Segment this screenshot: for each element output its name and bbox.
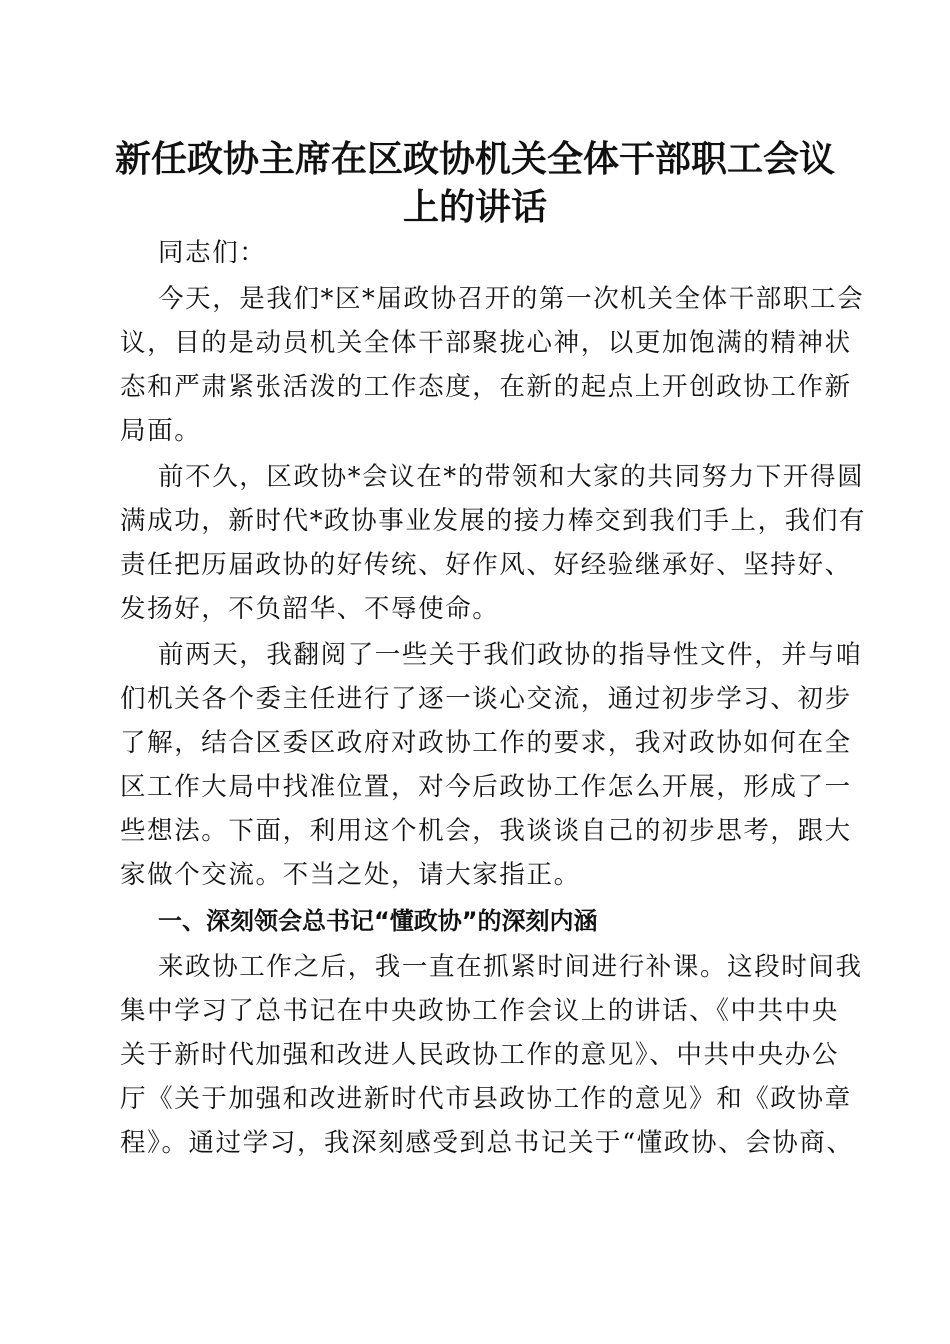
section-paragraph-line: 集中学习了总书记在中央政协工作会议上的讲话、《中共中央 bbox=[120, 996, 839, 1026]
paragraph-1-line: 今天，是我们*区*届政协召开的第一次机关全体干部职工会 bbox=[158, 284, 865, 314]
document-title-line-1: 新任政协主席在区政协机关全体干部职工会议 bbox=[114, 138, 835, 180]
paragraph-1-line: 议，目的是动员机关全体干部聚拢心神，以更加饱满的精神状 bbox=[120, 328, 852, 358]
section-paragraph-line: 来政协工作之后，我一直在抓紧时间进行补课。这段时间我 bbox=[158, 952, 863, 982]
paragraph-3-line: 区工作大局中找准位置，对今后政协工作怎么开展，形成了一 bbox=[120, 772, 852, 802]
section-paragraph-line: 关于新时代加强和改进人民政协工作的意见》、中共中央办公 bbox=[120, 1040, 839, 1070]
paragraph-3-line: 了解，结合区委区政府对政协工作的要求，我对政协如何在全 bbox=[120, 728, 852, 758]
paragraph-3-line: 们机关各个委主任进行了逐一谈心交流，通过初步学习、初步 bbox=[120, 684, 852, 714]
paragraph-1-line: 态和严肃紧张活泼的工作态度，在新的起点上开创政协工作新 bbox=[120, 372, 852, 402]
paragraph-2-line: 责任把历届政协的好传统、好作风、好经验继承好、坚持好、 bbox=[120, 550, 852, 580]
section-paragraph-line: 厅《关于加强和改进新时代市县政协工作的意见》和《政协章 bbox=[120, 1084, 852, 1114]
paragraph-1-line: 局面。 bbox=[120, 416, 202, 446]
section-heading: 一、深刻领会总书记“懂政协”的深刻内涵 bbox=[158, 907, 598, 935]
salutation: 同志们： bbox=[158, 238, 267, 268]
paragraph-3-line: 些想法。下面，利用这个机会，我谈谈自己的初步思考，跟大 bbox=[120, 816, 852, 846]
paragraph-3-line: 家做个交流。不当之处，请大家指正。 bbox=[120, 860, 581, 890]
paragraph-2-line: 发扬好，不负韶华、不辱使命。 bbox=[120, 594, 500, 624]
section-paragraph-line: 程》。通过学习，我深刻感受到总书记关于“懂政协、会协商、 bbox=[120, 1128, 854, 1158]
paragraph-2-line: 满成功，新时代*政协事业发展的接力棒交到我们手上，我们有 bbox=[120, 506, 867, 536]
document-title-line-2: 上的讲话 bbox=[402, 186, 547, 228]
paragraph-2-line: 前不久，区政协*会议在*的带领和大家的共同努力下开得圆 bbox=[158, 462, 865, 492]
paragraph-3-line: 前两天，我翻阅了一些关于我们政协的指导性文件，并与咱 bbox=[158, 640, 863, 670]
